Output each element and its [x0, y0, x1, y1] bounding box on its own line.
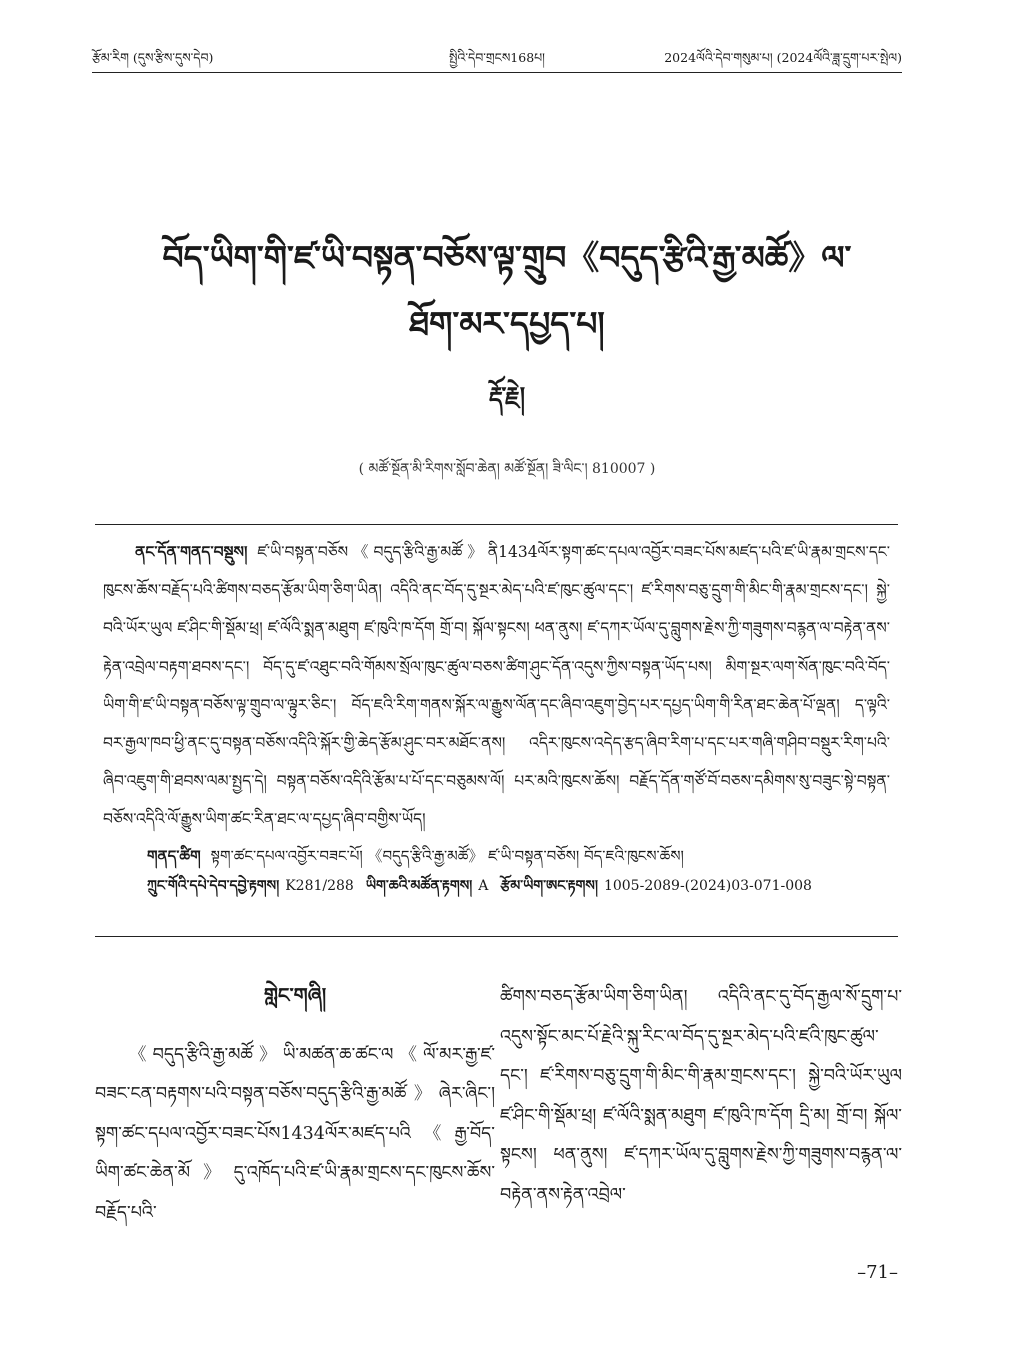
author-affiliation: ( མཚོ་སྔོན་མི་རིགས་སློབ་ཆེན། མཚོ་སྔོན། ཟི་ལིང་། 810007 ) [358, 461, 656, 477]
body-paragraph: 《བདུད་རྩིའི་རྒྱ་མཚོ》ཡི་མཚན་ཆ་ཚང་ལ《ལོ་མར་རྒྱ་ཛ་བཟང་ངན་བརྟགས་པའི་བསྟན་བཅོས་བདུད་རྩིའི་རྒྱ་མཚོ》ཞེར་ཞིང་། སྟག་ཚང་དཔལ་འབྱོར་བཟང་པོས1434ལོར་མཛད་པའི《རྒྱ་བོད་ཡིག་ཚང་ཆེན་མོ》དུ་འཁོད་པའི་ཛ་ཡི་རྣམ་གྲངས་དང་ཁུངས་ཆོས་བརྗོད་པའི་ [95, 1044, 495, 1223]
running-header [92, 44, 902, 73]
issue-date: 2024ལོའི་དེབ་གསུམ་པ། (2024ལོའི་ཟླ་དྲུག་པར་སྤེལ) [664, 50, 902, 65]
abstract-label: ནང་དོན་གནད་བསྡུས། [135, 542, 248, 561]
body-column-right [500, 978, 902, 1215]
clc-label: ཀྲུང་གོའི་དཔེ་དེབ་དབྱེ་རྟགས། [147, 877, 280, 894]
doc-code-value: A [478, 877, 489, 894]
classification-line [103, 871, 890, 901]
article-id-value: 1005-2089-(2024)03-071-008 [603, 877, 812, 894]
abstract-text: ཛ་ཡི་བསྟན་བཅོས《བདུད་རྩིའི་རྒྱ་མཚོ》ནི1434ལོར་སྟག་ཚང་དཔལ་འབྱོར་བཟང་པོས་མཛད་པའི་ཛ་ཡི་རྣམ་གྲངས་དང་ཁུངས་ཆོས་བརྗོད་པའི་ཚིགས་བཅད་རྩོམ་ཡིག་ཅིག་ཡིན། འདིའི་ནང་བོད་དུ་སྔར་མེད་པའི་ཛ་ཁུང་ཚུལ་དང་། ཛ་རིགས་བཅུ་དྲུག་གི་མིང་གི་རྣམ་གྲངས་དང་། སྐྱེ་བའི་ཡོར་ཡུལ ཛ་ཤིང་གི་སྡོམ་ཕྲ། ཛ་ལོའི་སྨན་མཐུག ཛ་ཁུའི་ཁ་དོག གྲོ་བ། སྐོལ་སྟངས། ཕན་ནུས། ཛ་དཀར་ཡོལ་དུ་བླུགས་རྗེས་ཀྱི་གཟུགས་བརྙན་ལ་བརྟེན་ནས་རྟེན་འབྲེལ་བརྟག་ཐབས་དང་། བོད་དུ་ཛ་འཐུང་བའི་གོམས་སྲོལ་ཁུང་ཚུལ་བཅས་ཚིག་ཤུང་དོན་འདུས་ཀྱིས་བསྟན་ཡོད་པས། མིག་སྔར་ལག་སོན་ཁུང་བའི་བོད་ཡིག་གི་ཛ་ཡི་བསྟན་བཅོས་ལྟ་གྲུབ་ལ་ལྟུར་ཅིང་། བོད་ཇའི་རིག་གནས་སྐོར་ལ་རྒྱུས་ལོན་དང་ཞིབ་འཇུག་བྱེད་པར་དཔྱད་ཡིག་གི་རིན་ཐང་ཆེན་པོ་ལྡན། ད་ལྟའི་བར་རྒྱལ་ཁབ་ཕྱི་ནང་དུ་བསྟན་བཅོས་འདིའི་སྐོར་གྱི་ཆེད་རྩོམ་ཤུང་བར་མཐོང་ནས། འདིར་ཁུངས་འདེད་རྩད་ཞིབ་རིག་པ་དང་པར་གཞི་གཤིབ་བསྡུར་རིག་པའི་ཞིབ་འཇུག་གི་ཐབས་ལམ་སྤྱད་དེ། བསྟན་བཅོས་འདིའི་རྩོམ་པ་པོ་དང་བཅུམས་ལོ། པར་མའི་ཁུངས་ཆོས། བརྗོད་དོན་གཙོ་བོ་བཅས་དམིགས་སུ་བཟུང་སྟེ་བསྟན་བཅོས་འདིའི་ལོ་རྒྱུས་ཡིག་ཚང་རིན་ཐང་ལ་དཔྱད་ཞིབ་བགྱིས་ཡོད། [103, 543, 890, 829]
doc-code-label: ཡིག་ཆའི་མཚོན་རྟགས། [365, 877, 473, 894]
body-column-left [95, 972, 495, 1233]
clc-value: K281/288 [285, 877, 354, 894]
journal-name: རྩོམ་རིག (དུས་རྩིས་དུས་དེབ) [92, 50, 214, 65]
keywords [103, 841, 890, 871]
body-paragraph-continued: ཚིགས་བཅད་རྩོམ་ཡིག་ཅིག་ཡིན། འདིའི་ནང་དུ་བོད་རྒྱལ་སོ་དྲུག་པ་འདུས་སྟོང་མང་པོ་རྗེའི་སྐུ་རིང་ལ་བོད་དུ་སྔར་མེད་པའི་ཛའི་ཁུང་ཚུལ་དང་། ཛ་རིགས་བཅུ་དྲུག་གི་མིང་གི་རྣམ་གྲངས་དང་། སྐྱེ་བའི་ཡོར་ཡུལ ཛ་ཤིང་གི་སྡོམ་ཕྲ། ཛ་ལོའི་སྨན་མཐུག ཛ་ཁུའི་ཁ་དོག དྲི་མ། གྲོ་བ། སྐོལ་སྟངས། ཕན་ནུས། ཛ་དཀར་ཡོལ་དུ་བླུགས་རྗེས་ཀྱི་གཟུགས་བརྙན་ལ་བརྟེན་ནས་རྟེན་འབྲེལ་ [500, 987, 902, 1205]
author-name: རྡོ་རྗེ། [488, 381, 526, 410]
article-title: བོད་ཡིག་གི་ཛ་ཡི་བསྟན་བཅོས་ལྟ་གྲུབ《བདུད་རྩིའི་རྒྱ་མཚོ》ལ་ཐོག་མར་དཔྱད་པ། [162, 238, 852, 343]
section-heading: གླེང་གཞི། [263, 983, 327, 1007]
article-id-label: རྩོམ་ཡིག་ཨང་རྟགས། [500, 877, 598, 894]
abstract-box [95, 524, 898, 937]
issue-total: སྤྱིའི་དེབ་གྲངས168པ། [449, 50, 545, 65]
page-number: –71– [857, 1262, 898, 1283]
keywords-text: སྟག་ཚང་དཔལ་འབྱོར་བཟང་པོ། 《བདུད་རྩིའི་རྒྱ་མཚོ》 ཛ་ཡི་བསྟན་བཅོས། བོད་ཇའི་ཁུངས་ཆོས། [210, 846, 684, 865]
keywords-label: གནད་ཚིག [147, 846, 201, 865]
abstract [103, 533, 890, 839]
